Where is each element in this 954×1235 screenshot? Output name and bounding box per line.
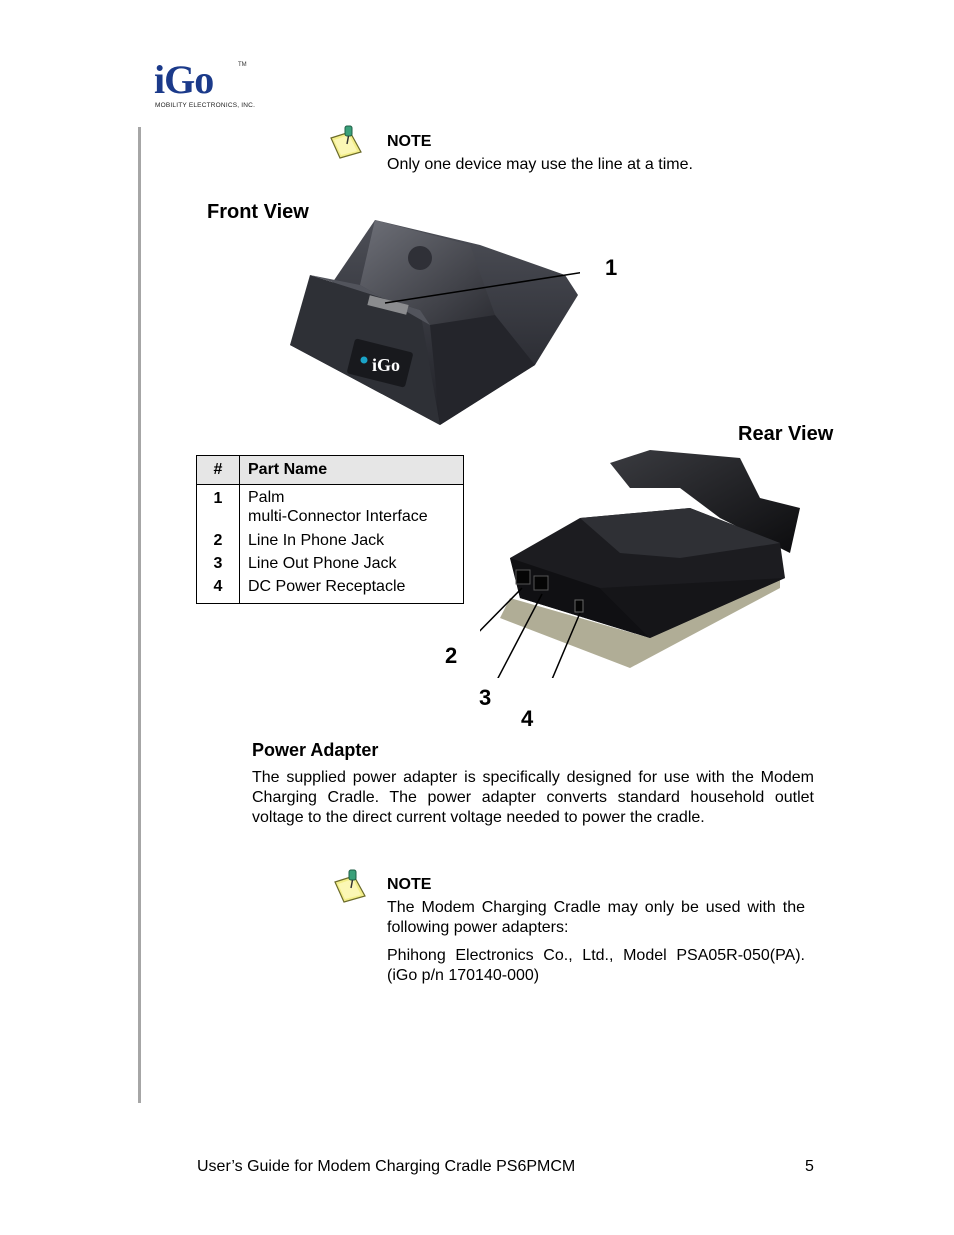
table-row [197, 485, 464, 604]
footer-doc-title: User’s Guide for Modem Charging Cradle PS6PMCM [197, 1158, 576, 1175]
logo-tagline: MOBILITY ELECTRONICS, INC. [155, 102, 256, 109]
table-header-row [197, 456, 464, 485]
note-text: The Modem Charging Cradle may only be used with the following power adapters: [387, 899, 805, 936]
part-name: Line Out Phone Jack [248, 555, 397, 572]
rear-view-photo [480, 448, 810, 678]
column-header-part-name: Part Name [240, 456, 464, 485]
rear-view-heading: Rear View [738, 423, 834, 445]
note-pin-icon [328, 124, 364, 160]
note-title: NOTE [387, 876, 432, 893]
part-name: Line In Phone Jack [248, 532, 385, 549]
margin-rule [138, 127, 141, 1103]
callout-3: 3 [479, 685, 492, 710]
callout-1: 1 [605, 255, 618, 280]
column-header-number: # [197, 456, 240, 485]
power-adapter-body: The supplied power adapter is specifically designed for use with the Modem Charging Cradle. The power adapter converts standard household outlet voltage to the direct current voltage needed to power the cradle. [252, 769, 814, 826]
callout-2: 2 [445, 643, 458, 668]
part-number: 3 [213, 555, 223, 572]
cradle-badge-text: iGo [372, 355, 401, 375]
part-number: 1 [213, 490, 223, 507]
part-name: DC Power Receptacle [248, 578, 406, 595]
note-pin-icon [332, 868, 368, 904]
part-number: 2 [213, 532, 223, 549]
note-text: Only one device may use the line at a time. [387, 156, 693, 173]
part-number: 4 [213, 578, 223, 595]
callout-4: 4 [521, 706, 534, 731]
part-name-continued: multi-Connector Interface [248, 508, 428, 525]
parts-table [196, 455, 464, 604]
logo-trademark: TM [238, 62, 247, 68]
igo-logo [150, 56, 260, 116]
note-adapter-model: Phihong Electronics Co., Ltd., Model PSA05R-050(PA). (iGo p/n 170140-000) [387, 947, 805, 984]
logo-wordmark: iGo [154, 57, 214, 102]
power-adapter-heading: Power Adapter [252, 740, 379, 760]
part-name: Palm [248, 489, 285, 506]
page-number: 5 [805, 1158, 814, 1175]
front-view-heading: Front View [207, 201, 309, 223]
note-title: NOTE [387, 133, 432, 150]
front-view-photo [280, 215, 580, 435]
